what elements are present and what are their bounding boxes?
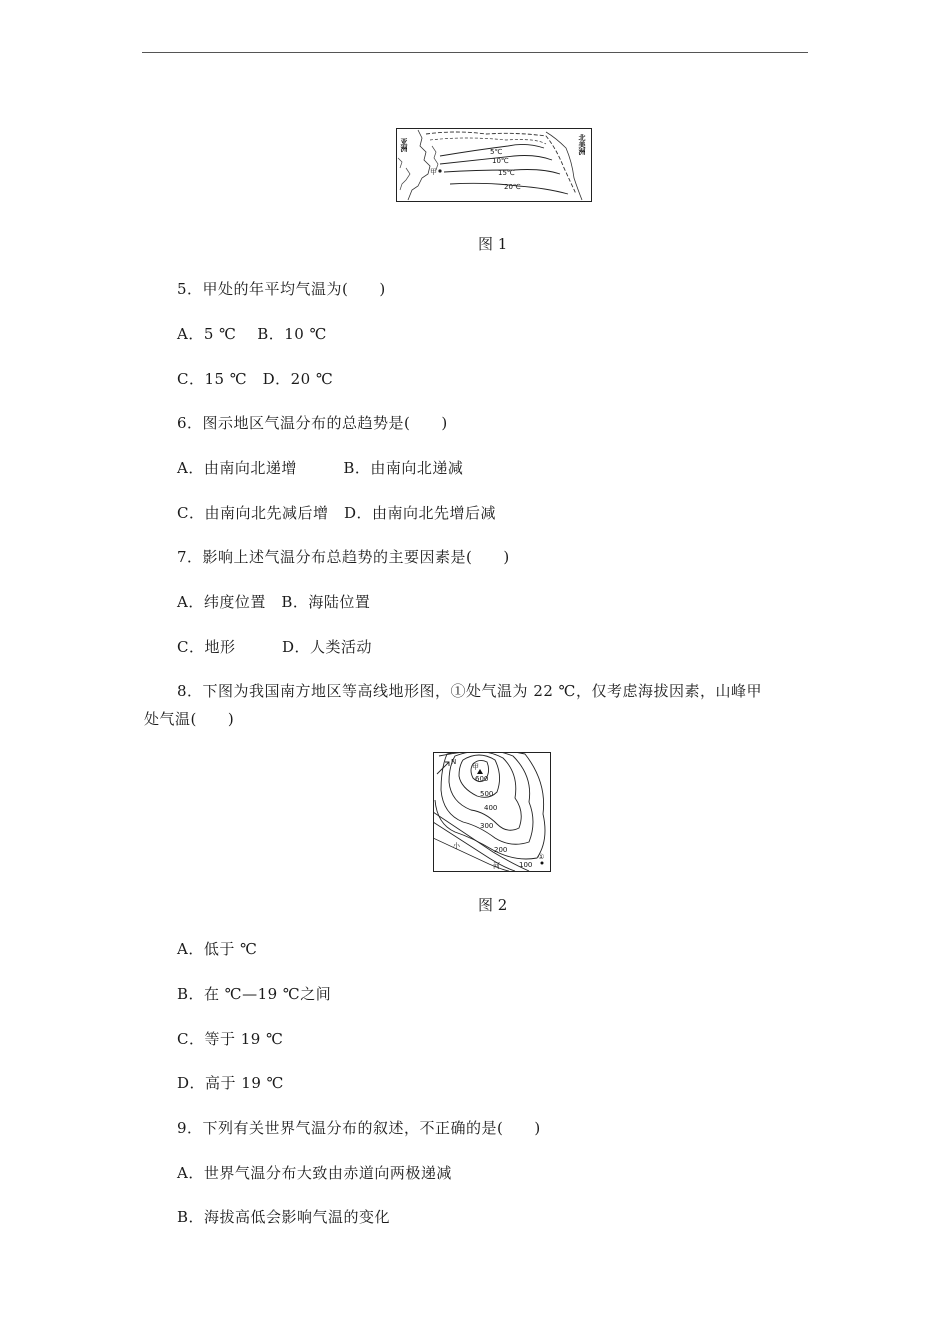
q8-stem-line-1: 8．下图为我国南方地区等高线地形图，①处气温为 22 ℃，仅考虑海拔因素，山峰甲 — [177, 682, 762, 700]
q7-options-1: A．纬度位置 B．海陆位置 — [177, 593, 371, 611]
q5-options-1: A．5 ℃ B．10 ℃ — [177, 325, 327, 343]
q8-option-b: B．在 ℃—19 ℃之间 — [177, 985, 332, 1003]
figure-2-contour-map — [433, 752, 551, 872]
label-north-america: 北美洲 — [578, 134, 586, 155]
label-contour-500: 500 — [480, 790, 494, 798]
label-north: N — [451, 758, 457, 766]
q6-stem: 6．图示地区气温分布的总趋势是( ) — [177, 414, 448, 432]
label-15c: 15℃ — [498, 169, 515, 177]
q7-options-2: C．地形 D．人类活动 — [177, 638, 373, 656]
q5-stem: 5．甲处的年平均气温为( ) — [177, 280, 386, 298]
q8-stem-line-2: 处气温( ) — [144, 710, 235, 728]
label-contour-400: 400 — [484, 804, 498, 812]
label-jia: 甲 — [430, 168, 437, 176]
label-5c: 5℃ — [490, 148, 503, 156]
q6-options-2: C．由南向北先减后增 D．由南向北先增后减 — [177, 504, 497, 522]
figure-2-caption: 图 2 — [478, 896, 508, 914]
q9-option-b: B．海拔高低会影响气温的变化 — [177, 1208, 391, 1226]
label-river-xiao: 小 — [453, 842, 460, 850]
figure-1-isotherm-map — [396, 128, 592, 202]
q9-stem: 9．下列有关世界气温分布的叙述，不正确的是( ) — [177, 1119, 541, 1137]
label-asia: 亚洲 — [400, 138, 408, 152]
q6-options-1: A．由南向北递增 B．由南向北递减 — [177, 459, 464, 477]
label-peak-jia: 甲 — [472, 763, 479, 771]
q7-stem: 7．影响上述气温分布总趋势的主要因素是( ) — [177, 548, 510, 566]
label-10c: 10℃ — [492, 157, 509, 165]
q8-option-d: D．高于 19 ℃ — [177, 1074, 284, 1092]
q9-option-a: A．世界气温分布大致由赤道向两极递减 — [177, 1164, 452, 1182]
label-contour-300: 300 — [480, 822, 494, 830]
q8-option-c: C．等于 19 ℃ — [177, 1030, 284, 1048]
label-contour-200: 200 — [494, 846, 508, 854]
label-river-he: 河 — [493, 862, 500, 870]
figure-1-caption: 图 1 — [478, 235, 508, 253]
label-contour-100: 100 — [519, 861, 533, 869]
header-rule — [142, 52, 808, 53]
q5-options-2: C．15 ℃ D．20 ℃ — [177, 370, 334, 388]
q8-option-a: A．低于 ℃ — [177, 940, 258, 958]
label-contour-600: 600 — [475, 775, 489, 783]
label-point-1: ① — [538, 853, 545, 861]
label-20c: 20℃ — [504, 183, 521, 191]
